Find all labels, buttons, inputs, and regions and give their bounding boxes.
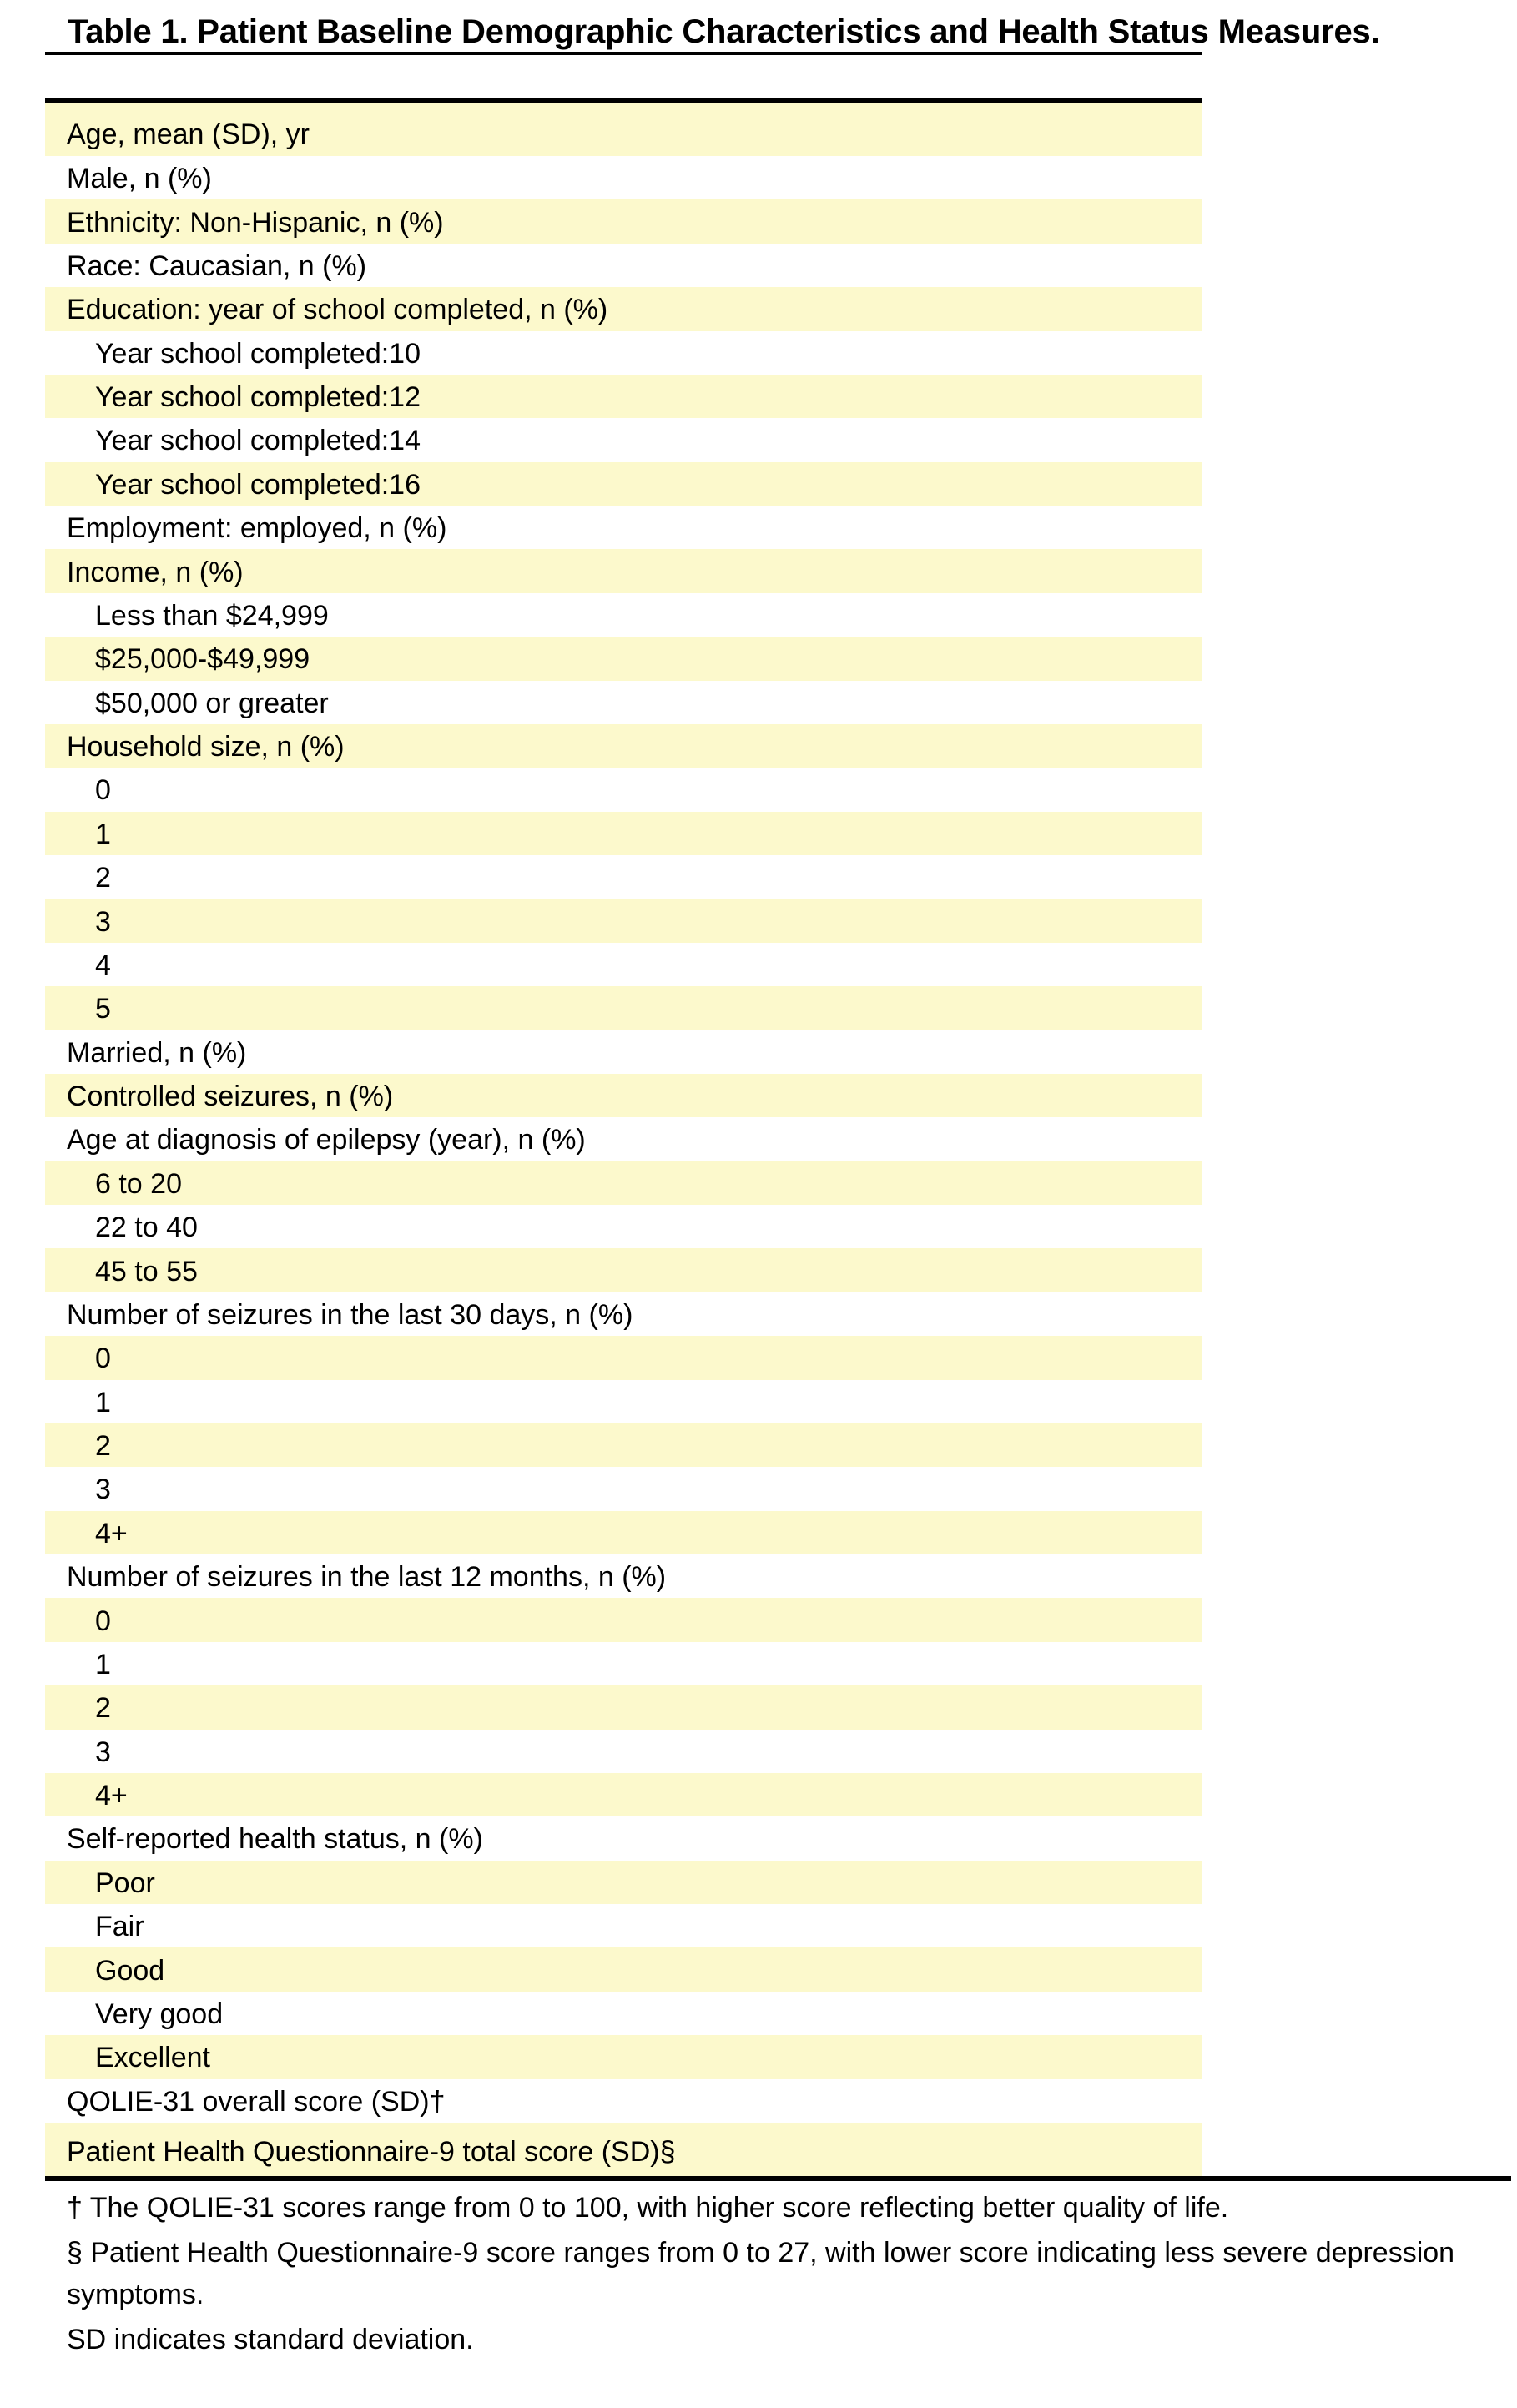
table-row	[45, 1992, 1202, 2035]
table-row	[45, 724, 1202, 768]
row-label: Employment: employed, n (%)	[67, 512, 447, 545]
row-label: 2	[95, 1692, 111, 1725]
table-row	[45, 2123, 1202, 2176]
table-row	[45, 1030, 1202, 1074]
title-underline-rule	[45, 52, 1202, 55]
table-row	[45, 1511, 1202, 1554]
row-label: Household size, n (%)	[67, 731, 345, 763]
row-label: Very good	[95, 1997, 224, 2030]
table-row	[45, 244, 1202, 287]
table-row	[45, 1947, 1202, 1991]
table-row	[45, 156, 1202, 199]
table-row	[45, 768, 1202, 811]
table-row	[45, 637, 1202, 680]
table-row	[45, 681, 1202, 724]
table-row	[45, 986, 1202, 1030]
row-label: 4	[95, 949, 111, 981]
footnotes	[67, 2187, 1498, 2364]
row-label: Age, mean (SD), yr	[67, 118, 310, 150]
table-row	[45, 199, 1202, 243]
row-label: 45 to 55	[95, 1255, 198, 1287]
table-row	[45, 812, 1202, 855]
footnote: † The QOLIE-31 scores range from 0 to 100, with higher score reflecting better quality of life.	[67, 2192, 1229, 2224]
table-bottom-rule	[45, 2176, 1511, 2181]
row-label: 3	[95, 905, 111, 938]
row-label: 3	[95, 1474, 111, 1506]
table-row	[45, 1554, 1202, 1598]
row-label: Income, n (%)	[67, 556, 244, 588]
table-row	[45, 1598, 1202, 1641]
footnote: § Patient Health Questionnaire-9 score ranges from 0 to 27, with lower score indicating less severe depression symptoms.	[67, 2237, 1455, 2310]
row-label: Self-reported health status, n (%)	[67, 1823, 483, 1856]
table-row	[45, 2079, 1202, 2123]
table-row	[45, 1773, 1202, 1816]
table-row	[45, 1467, 1202, 1510]
row-label: Education: year of school completed, n (%)	[67, 294, 608, 326]
row-label: 22 to 40	[95, 1212, 198, 1244]
row-label: Year school completed:14	[95, 425, 421, 457]
row-label: Fair	[95, 1911, 144, 1943]
row-label: 2	[95, 1430, 111, 1463]
row-label: 2	[95, 862, 111, 894]
table-row	[45, 1248, 1202, 1292]
row-label: 6 to 20	[95, 1167, 182, 1200]
row-label: 1	[95, 818, 111, 850]
row-label: QOLIE-31 overall score (SD)†	[67, 2085, 446, 2118]
row-label: Poor	[95, 1866, 155, 1899]
table-row	[45, 287, 1202, 330]
row-label: 1	[95, 1386, 111, 1418]
row-label: 1	[95, 1648, 111, 1680]
row-label: Year school completed:16	[95, 468, 421, 501]
row-label: 4+	[95, 1780, 128, 1812]
table-title: Table 1. Patient Baseline Demographic Characteristics and Health Status Measures.	[68, 13, 1380, 50]
row-label: Married, n (%)	[67, 1036, 247, 1069]
row-label: Excellent	[95, 2042, 210, 2074]
row-label: Race: Caucasian, n (%)	[67, 249, 367, 282]
table-row	[45, 2035, 1202, 2078]
table-row	[45, 943, 1202, 986]
row-label: $50,000 or greater	[95, 687, 329, 719]
row-label: Number of seizures in the last 30 days, n (%)	[67, 1298, 633, 1331]
row-label: 4+	[95, 1517, 128, 1549]
table-row	[45, 1117, 1202, 1161]
table-row	[45, 418, 1202, 461]
row-label: 5	[95, 993, 111, 1025]
row-label: Controlled seizures, n (%)	[67, 1081, 394, 1113]
table-row	[45, 1730, 1202, 1773]
table-row	[45, 375, 1202, 418]
row-label: Age at diagnosis of epilepsy (year), n (%)	[67, 1124, 586, 1156]
table-row	[45, 1292, 1202, 1336]
table-row	[45, 103, 1202, 156]
table-row	[45, 1861, 1202, 1904]
row-label: 0	[95, 1343, 111, 1375]
table-row	[45, 1380, 1202, 1423]
row-label: $25,000-$49,999	[95, 643, 310, 676]
footnote: SD indicates standard deviation.	[67, 2324, 474, 2355]
row-label: Male, n (%)	[67, 163, 212, 195]
table-row	[45, 1904, 1202, 1947]
table-row	[45, 1205, 1202, 1248]
table-row	[45, 899, 1202, 942]
row-label: Ethnicity: Non-Hispanic, n (%)	[67, 206, 444, 239]
row-label: Number of seizures in the last 12 months, n (%)	[67, 1561, 667, 1594]
table-row	[45, 1423, 1202, 1467]
row-label: Year school completed:10	[95, 337, 421, 370]
table-row	[45, 1685, 1202, 1729]
table-row	[45, 549, 1202, 592]
table-row	[45, 1161, 1202, 1205]
row-label: 0	[95, 774, 111, 807]
row-label: Patient Health Questionnaire-9 total score (SD)§	[67, 2135, 676, 2168]
row-label: 0	[95, 1604, 111, 1637]
demographics-table	[45, 98, 1202, 2176]
table-row	[45, 462, 1202, 506]
row-label: Good	[95, 1954, 165, 1987]
row-label: Less than $24,999	[95, 599, 329, 632]
table-row	[45, 331, 1202, 375]
row-label: 3	[95, 1735, 111, 1768]
table-row	[45, 593, 1202, 637]
table-row	[45, 1074, 1202, 1117]
table-row	[45, 855, 1202, 899]
table-row	[45, 506, 1202, 549]
table-row	[45, 1642, 1202, 1685]
table-row	[45, 1336, 1202, 1379]
table-row	[45, 1816, 1202, 1860]
row-label: Year school completed:12	[95, 381, 421, 414]
